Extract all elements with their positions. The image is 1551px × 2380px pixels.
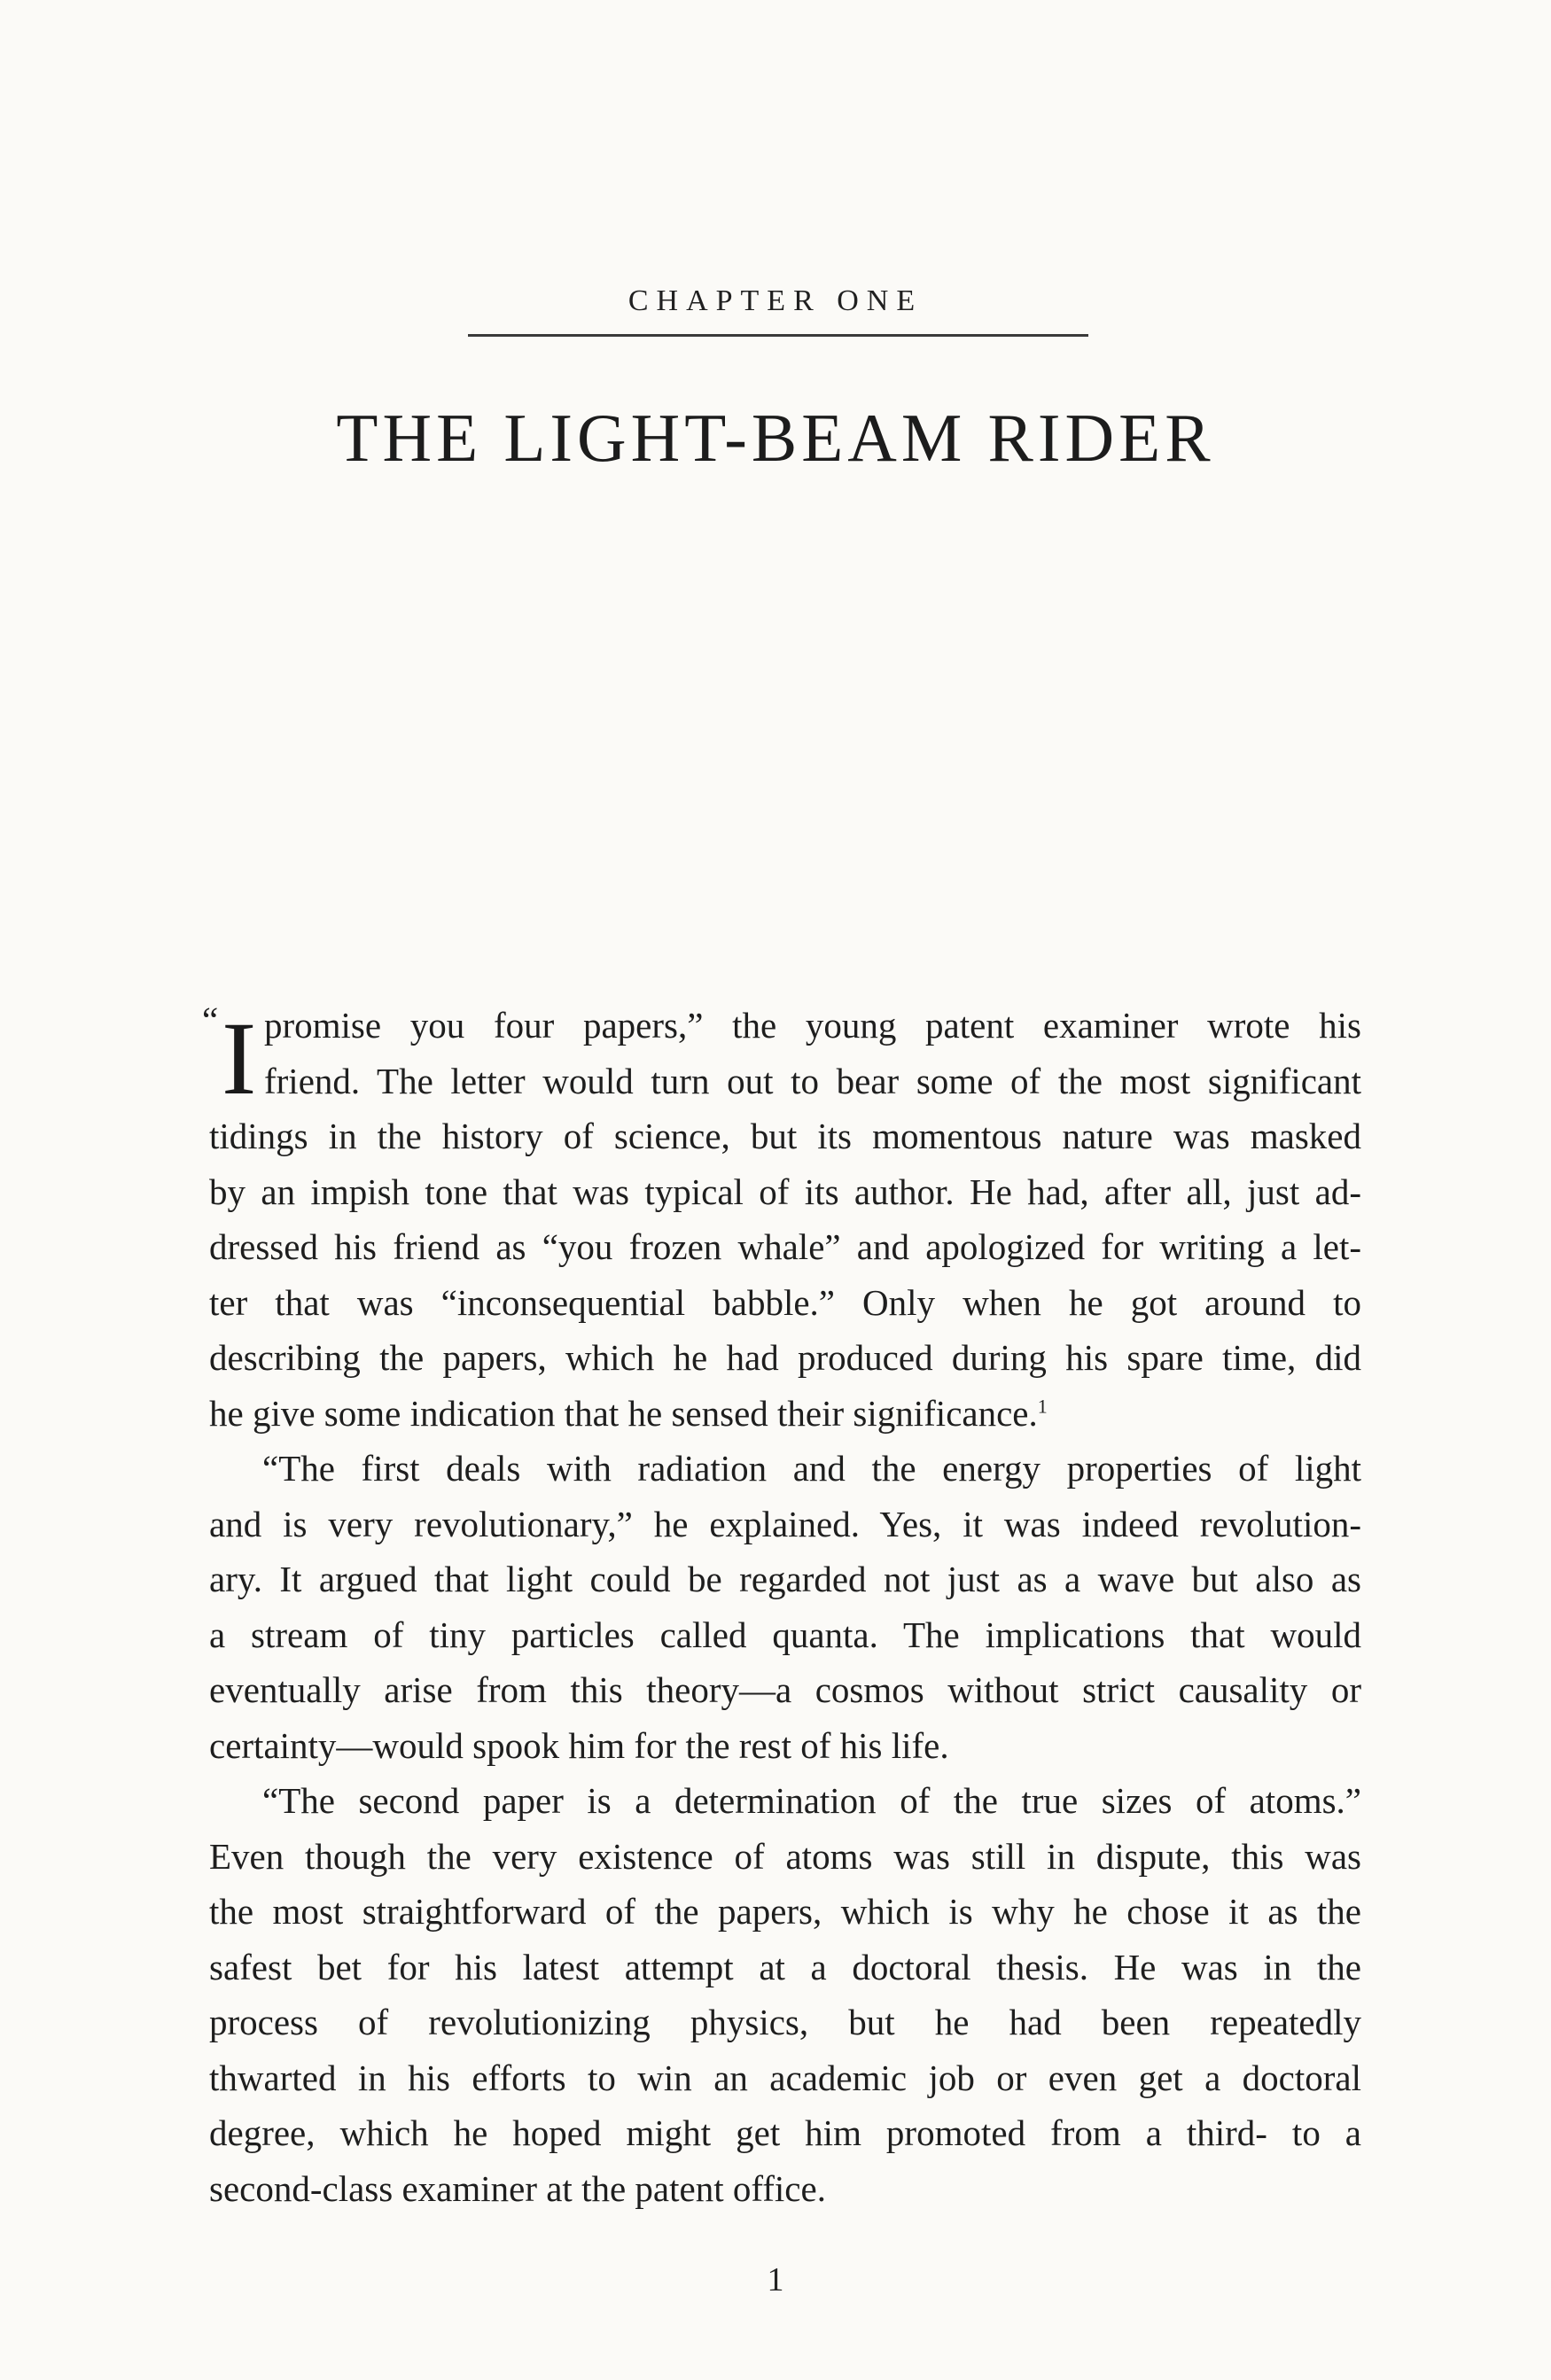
text-line: “The second paper is a determination of the true sizes of atoms.”: [262, 1780, 1361, 1821]
text-line: process of revolutionizing physics, but he had been repeatedly: [209, 2002, 1361, 2042]
text-line: ter that was “inconsequential babble.” Only when he got around to: [209, 1281, 1361, 1323]
drop-cap: I: [222, 1000, 257, 1116]
text-line: [209, 1386, 1361, 1442]
chapter-label: CHAPTER ONE: [627, 284, 924, 317]
chapter-title: THE LIGHT-BEAM RIDER: [336, 400, 1215, 476]
text-line: the most straightforward of the papers, which is why he chose it as the: [209, 1891, 1361, 1932]
text-line: promise you four papers,” the young patent examiner wrote his: [264, 1005, 1361, 1046]
text-line: thwarted in his efforts to win an academic job or even get a doctoral: [209, 2057, 1361, 2098]
text-line: a stream of tiny particles called quanta. The implications that would: [209, 1614, 1361, 1655]
text-line: safest bet for his latest attempt at a doctoral thesis. He was in the: [209, 1946, 1361, 1987]
text-line-content: he give some indication that he sensed their significance.: [209, 1392, 1038, 1434]
text-line: by an impish tone that was typical of its author. He had, after all, just ad-: [209, 1171, 1361, 1212]
text-line: tidings in the history of science, but its momentous nature was masked: [209, 1116, 1361, 1156]
text-line: “The first deals with radiation and the energy properties of light: [262, 1448, 1361, 1489]
body-text: [202, 998, 1361, 2216]
text-line: friend. The letter would turn out to bear some of the most significant: [264, 1060, 1361, 1101]
footnote-reference: 1: [1037, 1394, 1048, 1417]
text-line: certainty—would spook him for the rest of his life.: [209, 1724, 949, 1766]
text-line: eventually arise from this theory—a cosmos without strict causality or: [209, 1669, 1361, 1710]
opening-quote-mark: “: [202, 999, 219, 1040]
text-line: ary. It argued that light could be regarded not just as a wave but also as: [209, 1559, 1361, 1599]
text-line: describing the papers, which he had produced during his spare time, did: [209, 1337, 1361, 1378]
text-line: degree, which he hoped might get him promoted from a third- to a: [209, 2112, 1361, 2153]
text-line: dressed his friend as “you frozen whale” and apologized for writing a let-: [209, 1226, 1361, 1267]
text-line: Even though the very existence of atoms was still in dispute, this was: [209, 1835, 1361, 1877]
text-line: and is very revolutionary,” he explained. Yes, it was indeed revolution-: [209, 1503, 1361, 1544]
chapter-divider: [468, 334, 1088, 337]
page-number: 1: [767, 2261, 784, 2298]
text-line: second-class examiner at the patent office.: [209, 2167, 826, 2209]
